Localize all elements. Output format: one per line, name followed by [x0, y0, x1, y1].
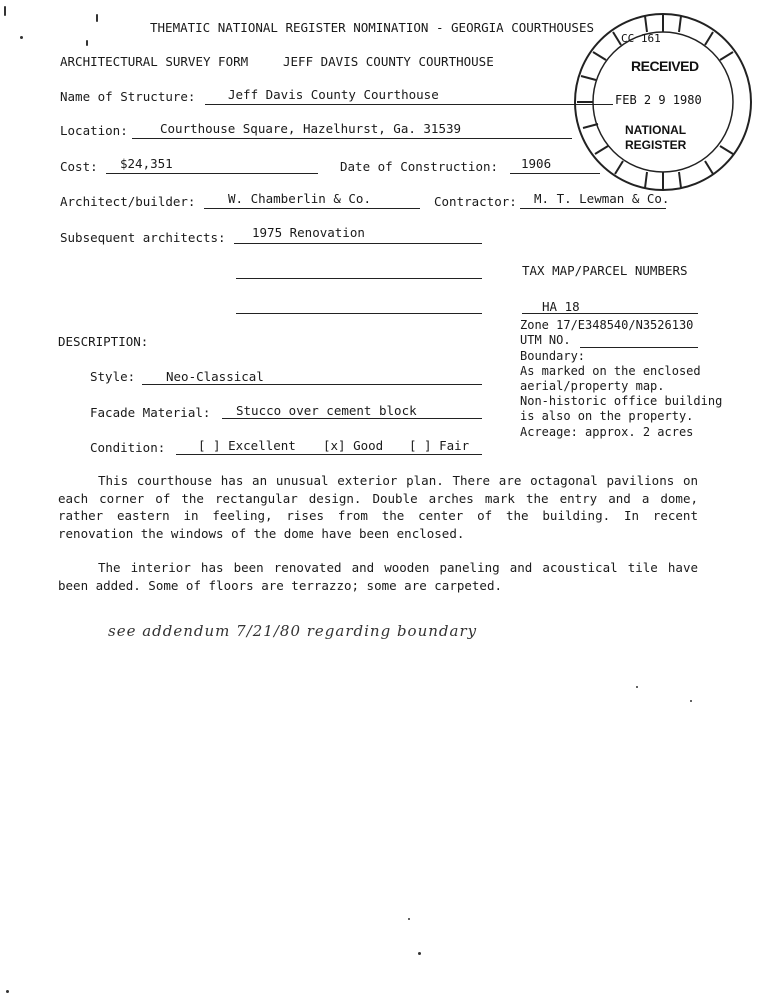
- location-value: Courthouse Square, Hazelhurst, Ga. 31539: [160, 121, 462, 136]
- subsequent-blank-line-2: [236, 313, 482, 314]
- date-underline: [510, 173, 600, 174]
- condition-good: [x] Good: [323, 438, 384, 453]
- stamp-code: CC 161: [621, 32, 661, 45]
- scan-speck: [690, 700, 692, 702]
- style-value: Neo-Classical: [166, 369, 264, 384]
- scan-speck: [418, 952, 421, 955]
- condition-fair: [ ] Fair: [409, 438, 470, 453]
- condition-label: Condition:: [90, 440, 166, 455]
- condition-underline: [176, 454, 482, 455]
- scan-speck: [96, 14, 98, 22]
- date-label: Date of Construction:: [340, 159, 499, 174]
- facade-underline: [222, 418, 482, 419]
- location-label: Location:: [60, 123, 128, 138]
- scan-mark: [4, 6, 6, 16]
- style-label: Style:: [90, 369, 136, 384]
- name-underline: [205, 104, 613, 105]
- description-paragraph-1: This courthouse has an unusual exterior plan. There are octagonal pavilions on each corner of the rectangular design. Double arches mark the entry and a dome, rather eastern in feeling, rises from the center of the building. In recent renovation the windows of the dome have been enclosed.: [58, 473, 698, 541]
- condition-excellent: [ ] Excellent: [198, 438, 296, 453]
- building-heading: JEFF DAVIS COUNTY COURTHOUSE: [283, 54, 494, 69]
- style-underline: [142, 384, 482, 385]
- stamp-register: REGISTER: [625, 138, 687, 152]
- parcel-heading: TAX MAP/PARCEL NUMBERS: [522, 263, 688, 278]
- subsequent-blank-line-1: [236, 278, 482, 279]
- date-value: 1906: [521, 156, 552, 171]
- name-label: Name of Structure:: [60, 89, 196, 104]
- contractor-underline: [520, 208, 666, 209]
- cost-label: Cost:: [60, 159, 98, 174]
- location-underline: [132, 138, 572, 139]
- facade-label: Facade Material:: [90, 405, 211, 420]
- name-value: Jeff Davis County Courthouse: [228, 87, 439, 102]
- architect-value: W. Chamberlin & Co.: [228, 191, 371, 206]
- boundary-line-2: aerial/property map.: [520, 379, 665, 393]
- facade-value: Stucco over cement block: [236, 403, 417, 418]
- utm-label: UTM NO.: [520, 333, 571, 347]
- boundary-label: Boundary:: [520, 349, 586, 363]
- scan-speck: [636, 686, 638, 688]
- scan-speck: [20, 36, 23, 39]
- contractor-label: Contractor:: [434, 194, 517, 209]
- handwritten-note: see addendum 7/21/80 regarding boundary: [108, 622, 478, 640]
- boundary-line-1: As marked on the enclosed: [520, 364, 701, 378]
- acreage-line: Acreage: approx. 2 acres: [520, 425, 694, 439]
- scan-speck: [408, 918, 410, 920]
- scan-speck: [86, 40, 88, 46]
- parcel-number-underline: [522, 313, 698, 314]
- cost-value: $24,351: [120, 156, 173, 171]
- architect-label: Architect/builder:: [60, 194, 196, 209]
- document-title: THEMATIC NATIONAL REGISTER NOMINATION - GEORGIA COURTHOUSES: [150, 20, 595, 35]
- utm-underline: [580, 347, 698, 348]
- stamp-date: FEB 2 9 1980: [615, 93, 702, 107]
- subsequent-label: Subsequent architects:: [60, 230, 226, 245]
- received-stamp: [563, 6, 759, 194]
- scan-speck: [6, 990, 9, 993]
- boundary-line-4: is also on the property.: [520, 409, 694, 423]
- subsequent-underline: [234, 243, 482, 244]
- subsequent-value: 1975 Renovation: [252, 225, 365, 240]
- parcel-zone: Zone 17/E348540/N3526130: [520, 318, 694, 332]
- form-name: ARCHITECTURAL SURVEY FORM: [60, 54, 249, 69]
- stamp-received: RECEIVED: [631, 58, 699, 74]
- description-heading: DESCRIPTION:: [58, 334, 149, 349]
- boundary-line-3: Non-historic office building: [520, 394, 723, 408]
- architect-underline: [204, 208, 420, 209]
- parcel-number: HA 18: [542, 299, 580, 314]
- description-paragraph-2: The interior has been renovated and wooden paneling and acoustical tile have been added. Some of floors are terrazzo; some are carpeted.: [58, 560, 698, 593]
- contractor-value: M. T. Lewman & Co.: [534, 191, 670, 206]
- stamp-national: NATIONAL: [625, 123, 687, 137]
- cost-underline: [106, 173, 318, 174]
